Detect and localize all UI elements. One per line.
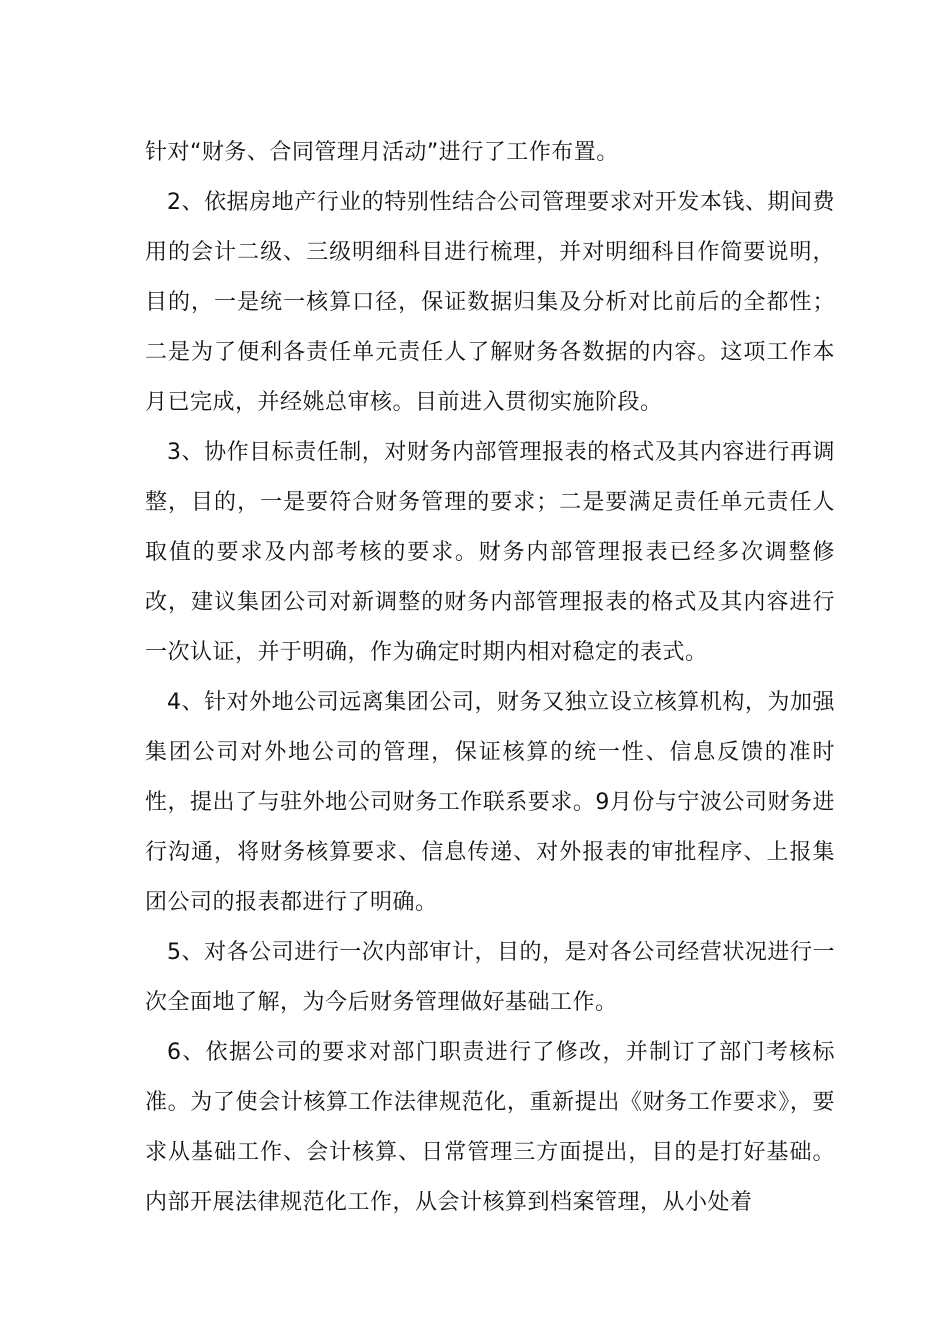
paragraph-1: 针对“财务、合同管理月活动”进行了工作布置。: [145, 140, 619, 165]
paragraph-6: 6、依据公司的要求对部门职责进行了修改，并制订了部门考核标准。为了使会计核算工作法律规范化，重新提出《财务工作要求》，要求从基础工作、会计核算、日常管理三方面提出，目的是打好基础。内部开展法律规范化工作，从会计核算到档案管理，从小处着: [145, 1040, 835, 1215]
paragraph-4: 4、针对外地公司远离集团公司，财务又独立设立核算机构，为加强集团公司对外地公司的管理，保证核算的统一性、信息反馈的准时性，提出了与驻外地公司财务工作联系要求。9月份与宁波公司财务进行沟通，将财务核算要求、信息传递、对外报表的审批程序、上报集团公司的报表都进行了明确。: [145, 690, 835, 915]
paragraph-2: 2、依据房地产行业的特别性结合公司管理要求对开发本钱、期间费用的会计二级、三级明细科目进行梳理，并对明细科目作简要说明，目的，一是统一核算口径，保证数据归集及分析对比前后的全都性；二是为了便利各责任单元责任人了解财务各数据的内容。这项工作本月已完成，并经姚总审核。目前进入贯彻实施阶段。: [145, 190, 835, 415]
document-body: [145, 128, 835, 1228]
paragraph-5: 5、对各公司进行一次内部审计，目的，是对各公司经营状况进行一次全面地了解，为今后财务管理做好基础工作。: [145, 940, 835, 1015]
paragraph-3: 3、协作目标责任制，对财务内部管理报表的格式及其内容进行再调整，目的，一是要符合财务管理的要求；二是要满足责任单元责任人取值的要求及内部考核的要求。财务内部管理报表已经多次调整修改，建议集团公司对新调整的财务内部管理报表的格式及其内容进行一次认证，并于明确，作为确定时期内相对稳定的表式。: [145, 440, 835, 665]
